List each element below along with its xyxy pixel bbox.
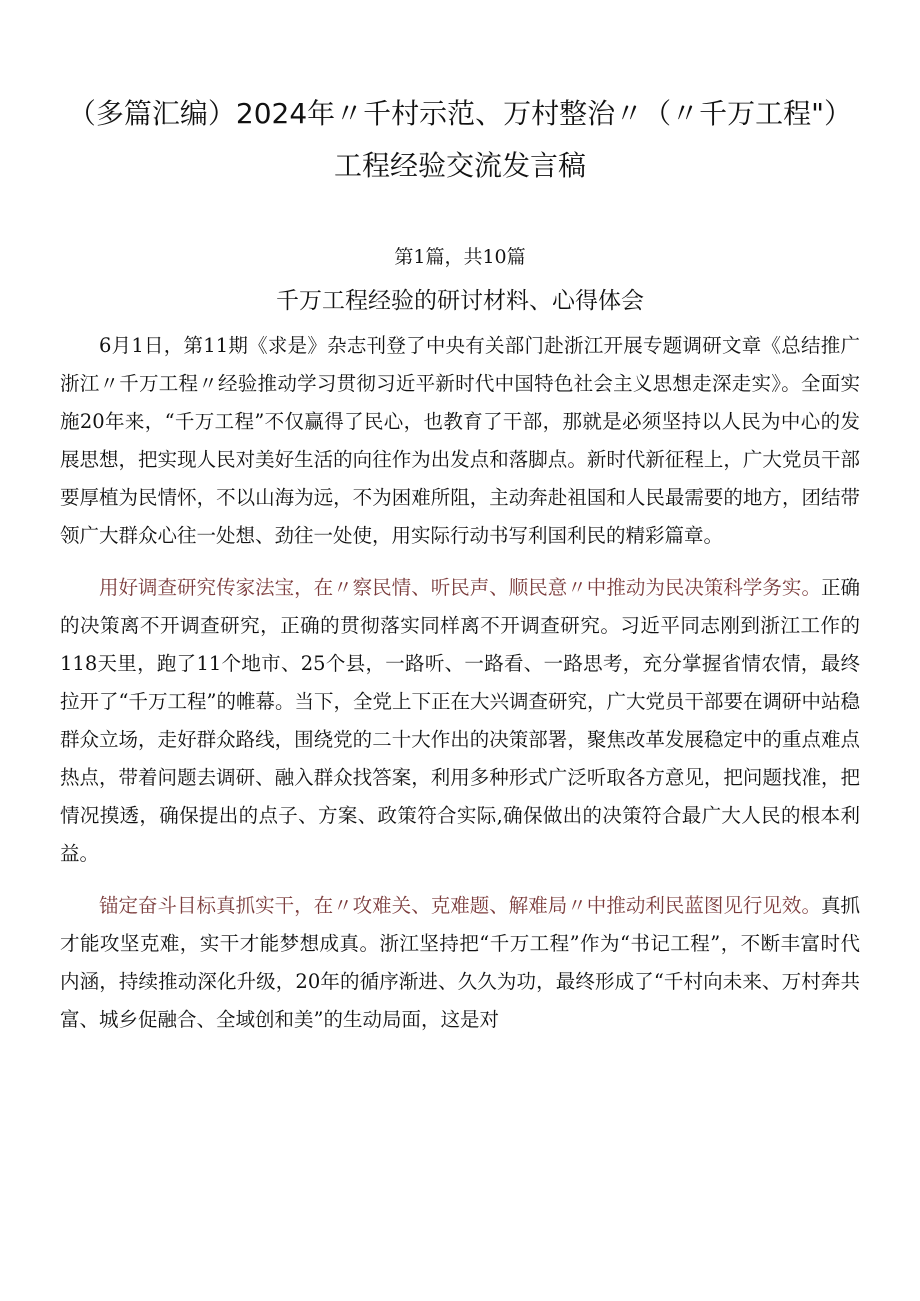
document-title: （多篇汇编）2024年〃千村示范、万村整治〃（〃千万工程"）工程经验交流发言稿: [67, 97, 853, 182]
paragraph-3-lead: 锚定奋斗目标真抓实干，在〃攻难关、克难题、解难局〃中推动利民蓝图见行见效。: [99, 894, 821, 917]
section-title: 千万工程经验的研讨材料、心得体会: [276, 288, 644, 314]
article-body: [60, 327, 860, 1039]
paragraph-1-text: 6月1日，第11期《求是》杂志刊登了中央有关部门赴浙江开展专题调研文章《总结推广浙江〃千万工程〃经验推动学习贯彻习近平新时代中国特色社会主义思想走深走实》。全面实施20年来，“千万工程”不仅赢得了民心，也教育了干部，那就是必须坚持以人民为中心的发展思想，把实现人民对美好生活的向往作为出发点和落脚点。新时代新征程上，广大党员干部要厚植为民情怀，不以山海为远，不为困难所阻，主动奔赴祖国和人民最需要的地方，团结带领广大群众心往一处想、劲往一处使，用实际行动书写利国利民的精彩篇章。: [60, 334, 860, 547]
paragraph-1: [60, 327, 860, 555]
paragraph-2: [60, 569, 860, 873]
paragraph-3-text: 真抓才能攻坚克难，实干才能梦想成真。浙江坚持把“千万工程”作为“书记工程”，不断丰富时代内涵，持续推动深化升级，20年的循序渐进、久久为功，最终形成了“千村向未来、万村奔共富、城乡促融合、全域创和美”的生动局面，这是对: [60, 894, 860, 1031]
paragraph-2-lead: 用好调查研究传家法宝，在〃察民情、听民声、顺民意〃中推动为民决策科学务实。: [99, 576, 821, 599]
paragraph-2-text: 正确的决策离不开调查研究，正确的贯彻落实同样离不开调查研究。习近平同志刚到浙江工作的118天里，跑了11个地市、25个县，一路听、一路看、一路思考，充分掌握省情农情，最终拉开了“千万工程”的帷幕。当下，全党上下正在大兴调查研究，广大党员干部要在调研中站稳群众立场，走好群众路线，围绕党的二十大作出的决策部署，聚焦改革发展稳定中的重点难点热点，带着问题去调研、融入群众找答案，利用多种形式广泛听取各方意见，把问题找准，把情况摸透，确保提出的点子、方案、政策符合实际,确保做出的决策符合最广大人民的根本利益。: [60, 576, 860, 865]
part-label: 第1篇，共10篇: [394, 246, 526, 268]
paragraph-3: [60, 887, 860, 1039]
